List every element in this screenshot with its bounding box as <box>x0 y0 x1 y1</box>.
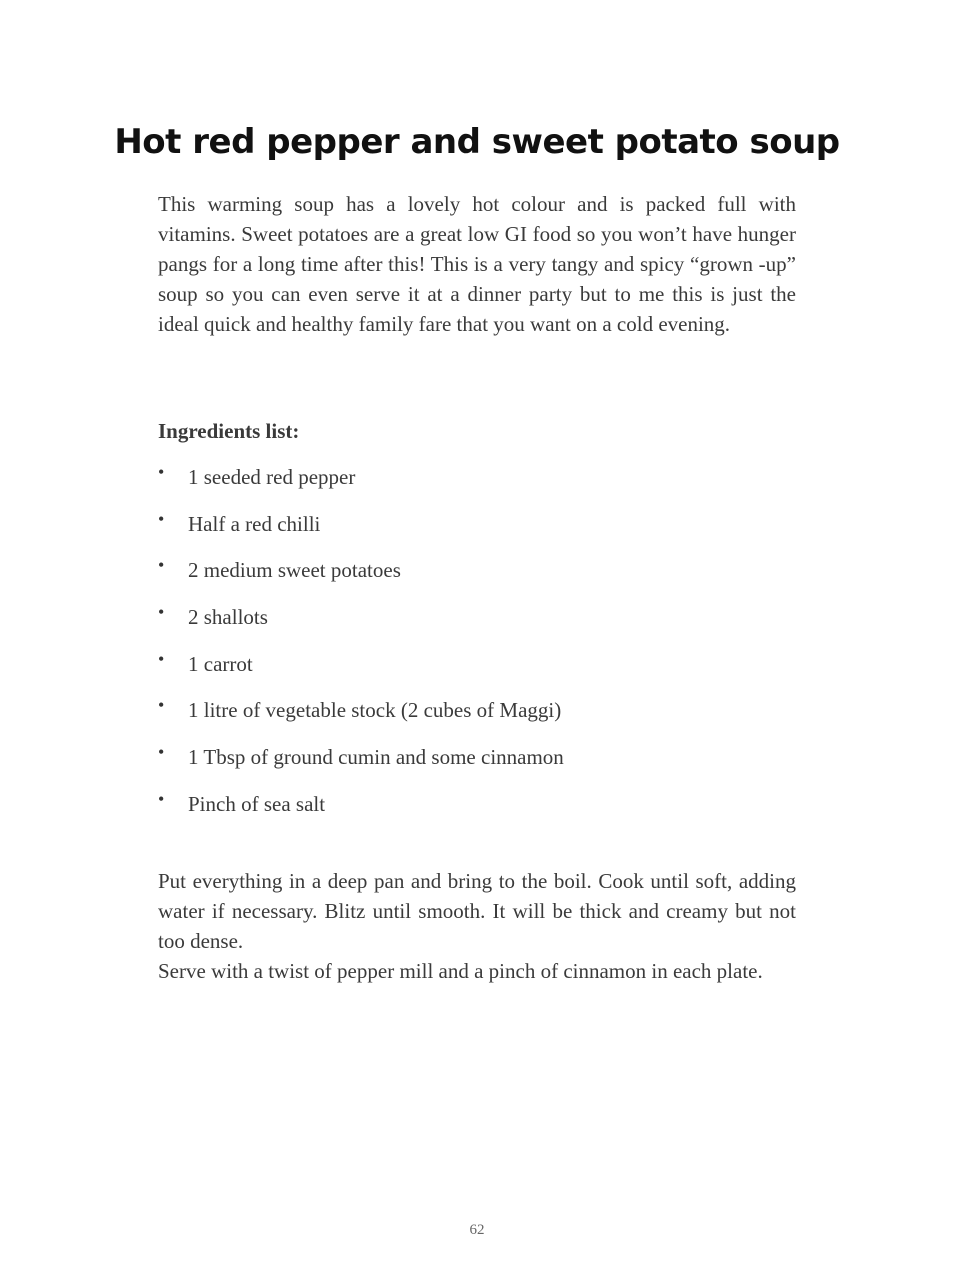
bullet-icon: • <box>158 648 165 669</box>
list-item <box>158 695 796 742</box>
ingredient-list <box>158 462 796 836</box>
ingredient-text: Pinch of sea salt <box>188 791 326 816</box>
list-item <box>158 789 796 836</box>
intro-paragraph: This warming soup has a lovely hot colour and is packed full with vitamins. Sweet potatoes are a great low GI food so you won’t have hunger pangs for a long time after this! This is a very tangy and spicy “grown -up” soup so you can even serve it at a dinner party but to me this is just the ideal quick and healthy family fare that you want on a cold evening. <box>158 192 796 336</box>
page-number: 62 <box>469 1222 485 1238</box>
ingredient-text: 1 seeded red pepper <box>188 465 356 489</box>
bullet-icon: • <box>158 602 165 623</box>
ingredient-text: 2 medium sweet potatoes <box>188 558 401 583</box>
list-item <box>158 649 796 696</box>
list-item <box>158 602 796 649</box>
ingredient-text: 1 Tbsp of ground cumin and some cinnamon <box>188 745 564 770</box>
ingredients-heading: Ingredients list: <box>158 419 300 443</box>
ingredient-text: 1 litre of vegetable stock (2 cubes of Maggi) <box>188 698 562 723</box>
ingredient-text: Half a red chilli <box>188 511 321 536</box>
list-item <box>158 509 796 556</box>
bullet-icon: • <box>158 695 165 716</box>
list-item <box>158 555 796 602</box>
method-paragraph: Serve with a twist of pepper mill and a pinch of cinnamon in each plate. <box>158 959 763 983</box>
recipe-title: Hot red pepper and sweet potato soup <box>114 122 840 162</box>
method-section <box>158 866 796 986</box>
bullet-icon: • <box>158 788 165 809</box>
method-paragraph: Put everything in a deep pan and bring to the boil. Cook until soft, adding water if necessary. Blitz until smooth. It will be thick and creamy but not too dense. <box>158 869 796 953</box>
bullet-icon: • <box>158 555 165 576</box>
bullet-icon: • <box>158 742 165 763</box>
bullet-icon: • <box>158 508 165 529</box>
ingredient-text: 1 carrot <box>188 651 253 676</box>
ingredient-text: 2 shallots <box>188 605 268 630</box>
list-item <box>158 462 796 509</box>
bullet-icon: • <box>158 462 165 482</box>
list-item <box>158 742 796 789</box>
